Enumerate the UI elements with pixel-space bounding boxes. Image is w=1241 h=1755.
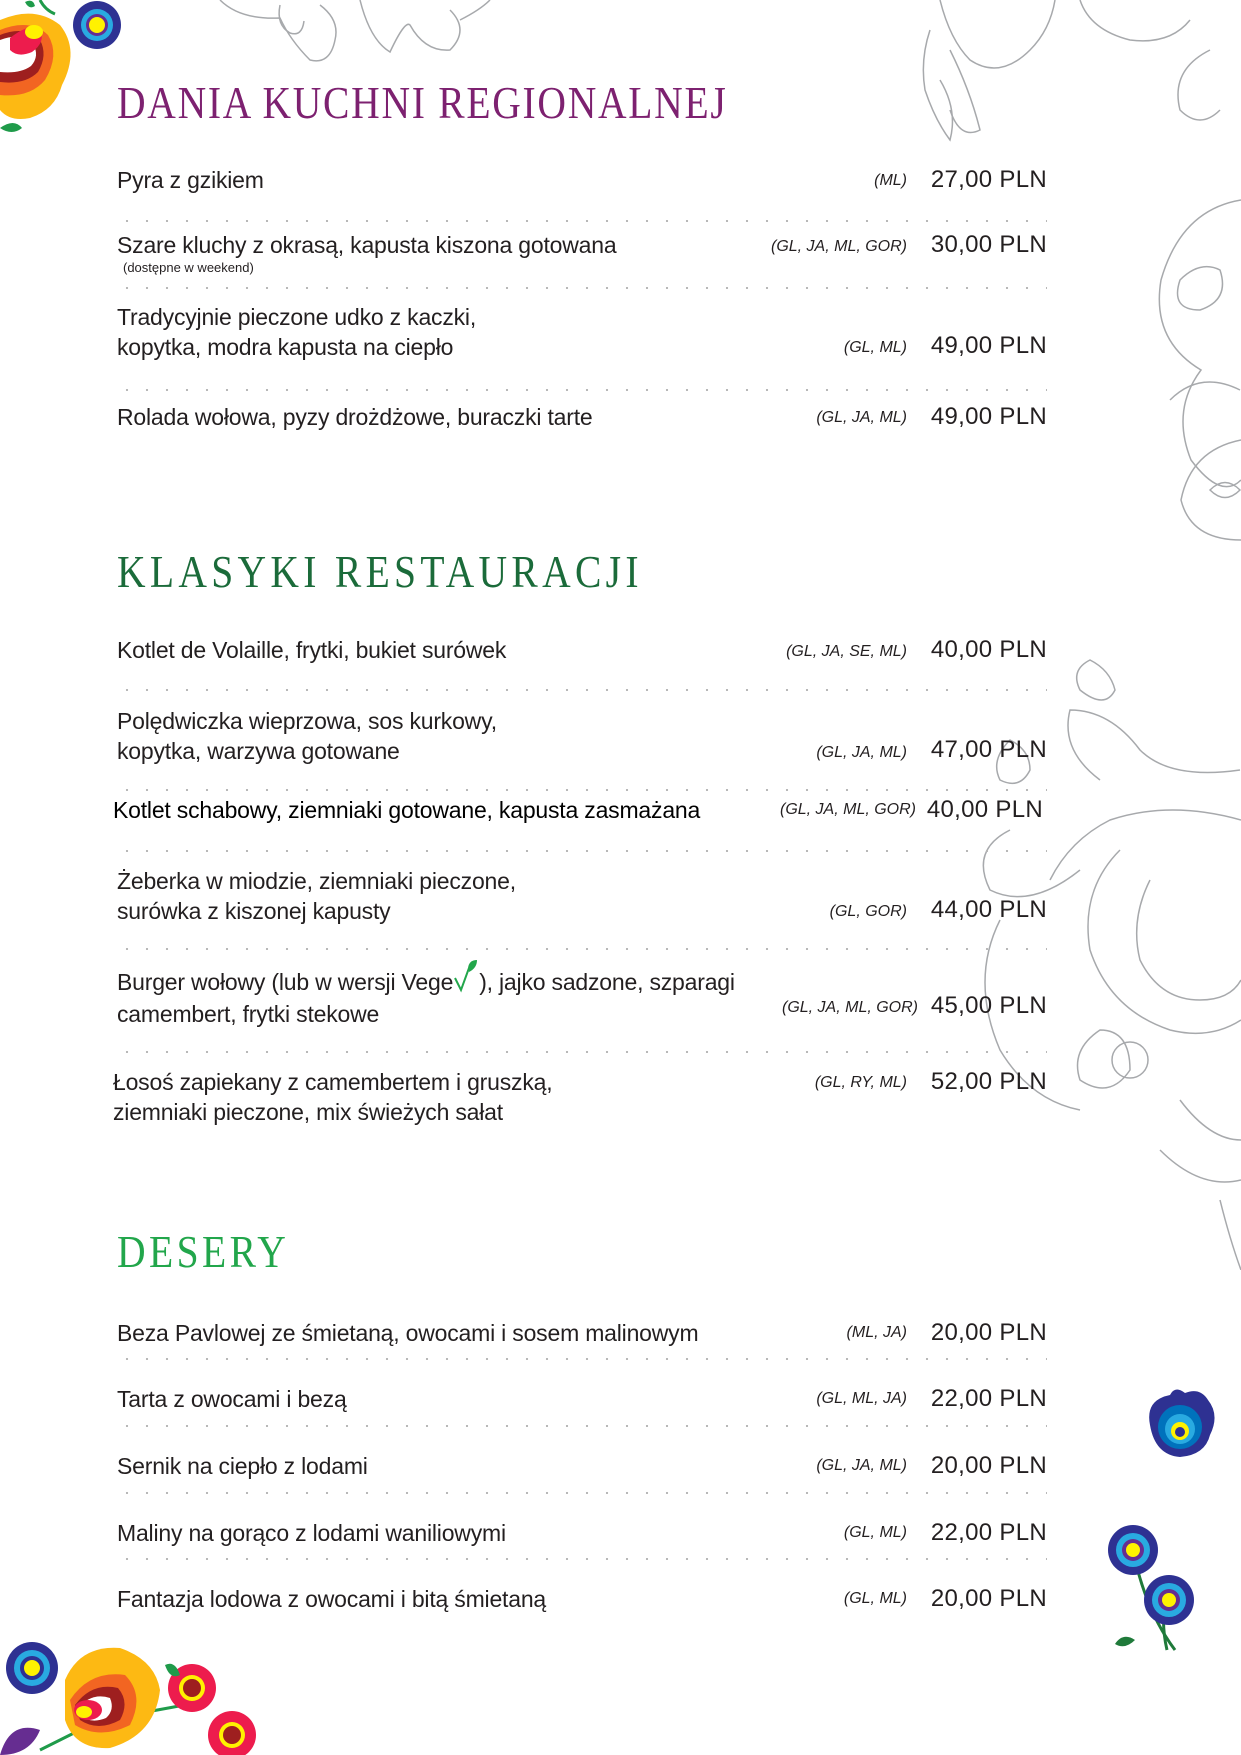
item-name-line-2: kopytka, warzywa gotowane xyxy=(117,738,400,764)
item-name: Tarta z owocami i bezą xyxy=(117,1386,347,1412)
dotted-divider xyxy=(117,689,1047,691)
menu-item xyxy=(113,1067,1047,1127)
item-price: 20,00 PLN xyxy=(930,1452,1047,1479)
item-allergens: (GL, GOR) xyxy=(829,903,907,920)
item-name-line-2: kopytka, modra kapusta na ciepło xyxy=(117,334,454,360)
item-allergens: (GL, JA, SE, ML) xyxy=(786,643,907,660)
item-allergens: (GL, JA, ML) xyxy=(816,1457,907,1474)
menu-item xyxy=(117,866,1047,926)
menu-item xyxy=(117,960,1047,1026)
item-name: Sernik na ciepło z lodami xyxy=(117,1453,368,1479)
dotted-divider xyxy=(117,389,1047,391)
item-allergens: (GL, JA, ML, GOR) xyxy=(770,238,907,255)
item-price: 45,00 PLN xyxy=(930,992,1047,1019)
item-allergens: (ML, JA) xyxy=(846,1324,907,1341)
item-name-line-2: camembert, frytki stekowe xyxy=(117,1001,380,1027)
item-name-line-1: Żeberka w miodzie, ziemniaki pieczone, xyxy=(117,868,516,894)
item-name: Fantazja lodowa z owocami i bitą śmietaną xyxy=(117,1586,547,1612)
item-allergens: (GL, ML, JA) xyxy=(816,1390,907,1407)
dotted-divider xyxy=(117,789,1047,791)
folk-flower-navy-right-icon xyxy=(1140,1385,1220,1465)
item-name: Beza Pavlowej ze śmietaną, owocami i sosem malinowym xyxy=(117,1320,699,1346)
menu-item xyxy=(117,1384,1047,1414)
item-name-line-1: Polędwiczka wieprzowa, sos kurkowy, xyxy=(117,708,497,734)
item-price: 52,00 PLN xyxy=(930,1068,1047,1095)
folk-flowers-bottom-right-icon xyxy=(1105,1520,1225,1660)
item-name-line-1: Tradycyjnie pieczone udko z kaczki, xyxy=(117,304,477,330)
dotted-divider xyxy=(117,1358,1047,1360)
item-name: Kotlet schabowy, ziemniaki gotowane, kapusta zasmażana xyxy=(113,797,701,823)
dotted-divider xyxy=(117,220,1047,222)
menu-item xyxy=(117,302,1047,362)
folk-flowers-top-left-icon xyxy=(0,0,130,140)
item-price: 30,00 PLN xyxy=(930,231,1047,258)
item-name: Kotlet de Volaille, frytki, bukiet surówek xyxy=(117,637,507,663)
item-price: 44,00 PLN xyxy=(930,896,1047,923)
item-name: Maliny na gorąco z lodami waniliowymi xyxy=(117,1520,506,1546)
dotted-divider xyxy=(117,1558,1047,1560)
item-price: 22,00 PLN xyxy=(930,1385,1047,1412)
item-allergens: (GL, JA, ML, GOR) xyxy=(779,801,916,818)
item-name: Rolada wołowa, pyzy drożdżowe, buraczki tarte xyxy=(117,404,593,430)
folk-flowers-bottom-left-icon xyxy=(0,1640,270,1755)
item-allergens: (GL, ML) xyxy=(843,339,907,356)
item-name-line-2: surówka z kiszonej kapusty xyxy=(117,898,391,924)
item-price: 20,00 PLN xyxy=(930,1319,1047,1346)
item-price: 22,00 PLN xyxy=(930,1519,1047,1546)
item-allergens: (ML) xyxy=(874,172,907,189)
dotted-divider xyxy=(117,1425,1047,1427)
item-allergens: (GL, JA, ML) xyxy=(816,744,907,761)
item-price: 47,00 PLN xyxy=(930,736,1047,763)
item-name-line-1 xyxy=(117,960,1047,997)
item-allergens: (GL, ML) xyxy=(843,1524,907,1541)
item-price: 20,00 PLN xyxy=(930,1585,1047,1612)
menu-item xyxy=(117,1584,1047,1614)
item-allergens: (GL, JA, ML) xyxy=(816,409,907,426)
item-price: 27,00 PLN xyxy=(930,166,1047,193)
menu-item xyxy=(117,1451,1047,1481)
item-name: Pyra z gzikiem xyxy=(117,167,264,193)
section-title-regional: DANIA KUCHNI REGIONALNEJ xyxy=(117,77,728,128)
dotted-divider xyxy=(117,1051,1047,1053)
section-title-classics: KLASYKI RESTAURACJI xyxy=(117,546,643,597)
item-price: 49,00 PLN xyxy=(930,403,1047,430)
folk-outline-top-ornament-icon xyxy=(210,0,590,70)
dotted-divider xyxy=(117,850,1047,852)
item-name-line-2: ziemniaki pieczone, mix świeżych sałat xyxy=(113,1099,503,1125)
item-name-line-1: Łosoś zapiekany z camembertem i gruszką, xyxy=(113,1069,553,1095)
item-name: Szare kluchy z okrasą, kapusta kiszona gotowana xyxy=(117,232,617,258)
item-price: 49,00 PLN xyxy=(930,332,1047,359)
dotted-divider xyxy=(117,1492,1047,1494)
item-allergens: (GL, ML) xyxy=(843,1590,907,1607)
item-allergens: (GL, RY, ML) xyxy=(814,1074,907,1091)
menu-item xyxy=(117,1318,1047,1348)
dotted-divider xyxy=(117,948,1047,950)
menu-item xyxy=(117,1518,1047,1548)
section-title-desserts: DESERY xyxy=(117,1226,290,1277)
menu-item xyxy=(117,635,1047,665)
item-price: 40,00 PLN xyxy=(930,636,1047,663)
vege-leaf-icon xyxy=(453,960,479,994)
menu-item xyxy=(117,230,1047,280)
dotted-divider xyxy=(117,287,1047,289)
item-allergens: (GL, JA, ML, GOR) xyxy=(781,999,918,1016)
menu-item xyxy=(117,402,1047,432)
menu-item xyxy=(117,165,1047,195)
item-name-part: Burger wołowy (lub w wersji Vege xyxy=(117,969,454,995)
menu-item xyxy=(117,706,1047,766)
item-price: 40,00 PLN xyxy=(926,796,1043,823)
menu-item xyxy=(113,795,1043,825)
item-name-part: ), jajko sadzone, szparagi xyxy=(479,969,735,995)
item-note: (dostępne w weekend) xyxy=(123,260,254,275)
